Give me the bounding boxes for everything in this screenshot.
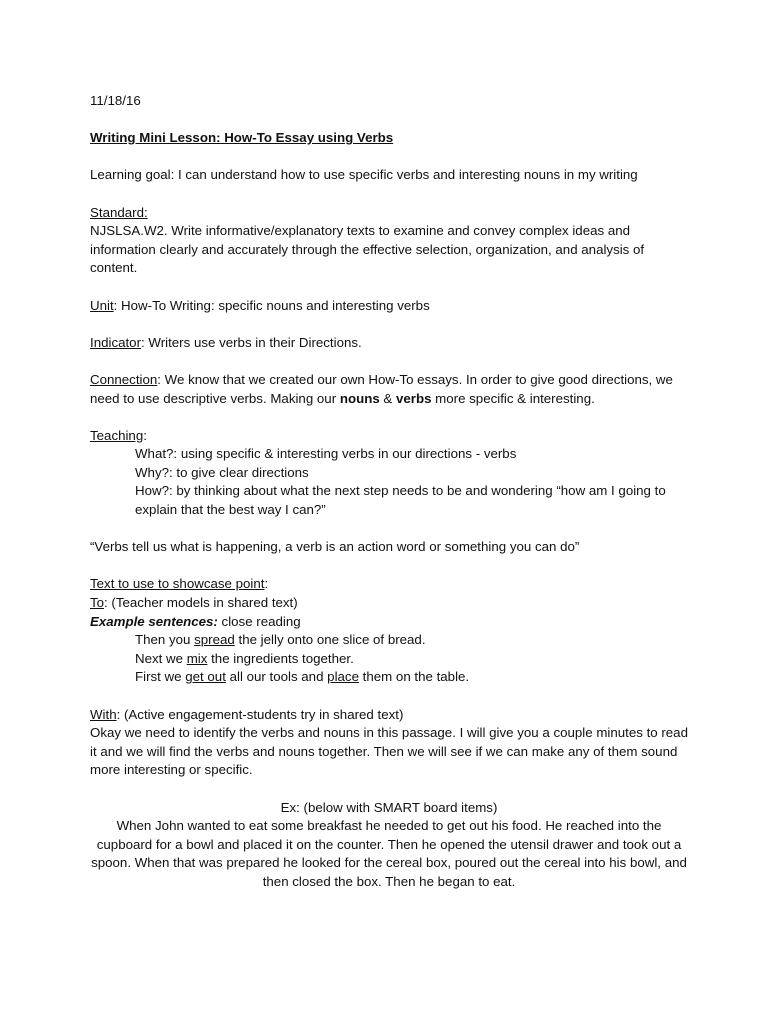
teaching-how: How?: by thinking about what the next step needs to be and wondering “how am I going to explain that the best way I can?” [135, 483, 666, 518]
to-line [90, 594, 688, 613]
teaching-colon: : [143, 427, 147, 443]
to-label: To [90, 595, 105, 611]
connection-amp: & [379, 390, 396, 406]
sentence-text: them on the table. [358, 669, 470, 685]
lesson-title: Writing Mini Lesson: How-To Essay using Verbs [90, 130, 394, 146]
standard-label: Standard: [90, 204, 148, 220]
sentence-text: Next we [135, 650, 187, 666]
example-line [90, 613, 688, 632]
with-text: : (Active engagement-students try in shared text) [116, 706, 404, 722]
indicator-label: Indicator [90, 334, 141, 350]
showcase-label: Text to use to showcase point [90, 576, 265, 592]
connection-label: Connection [90, 371, 158, 387]
teaching-line [90, 427, 688, 446]
example-label: Example sentences: [90, 613, 218, 629]
unit-line [90, 297, 688, 316]
unit-label: Unit [90, 297, 114, 313]
with-line [90, 706, 688, 725]
teaching-why: Why?: to give clear directions [135, 464, 309, 480]
to-text: : (Teacher models in shared text) [104, 595, 298, 611]
connection-nouns: nouns [339, 390, 380, 406]
connection-paragraph [90, 371, 688, 408]
connection-text-a: : We know that we created our own How-To essays. In order to give good directions, we need to use descriptive verbs. Making our [90, 371, 673, 406]
connection-verbs: verbs [395, 390, 432, 406]
standard-text: NJSLSA.W2. Write informative/explanatory texts to examine and convey complex ideas and information clearly and accurately through the effective selection, organization, and analysis of content. [90, 223, 645, 276]
verb-get-out: get out [185, 669, 226, 685]
verb-mix: mix [186, 650, 208, 666]
sentence-text: all our tools and [225, 669, 328, 685]
teaching-label: Teaching [90, 427, 144, 443]
ex-passage: When John wanted to eat some breakfast he needed to get out his food. He reached into the cupboard for a bowl and placed it on the counter. Then he opened the utensil drawer and took out a spoon. When that was prepared he looked for the cereal box, poured out the cereal into his bowl, and then closed the box. Then he began to eat. [91, 818, 687, 889]
verb-place: place [327, 669, 359, 685]
unit-text: : How-To Writing: specific nouns and interesting verbs [113, 297, 430, 313]
example-sentence-1 [90, 631, 688, 650]
sentence-text: the jelly onto one slice of bread. [234, 632, 426, 648]
with-label: With [90, 706, 117, 722]
indicator-text: : Writers use verbs in their Directions. [141, 334, 362, 350]
ex-heading: Ex: (below with SMART board items) [280, 799, 498, 815]
showcase-line [90, 575, 688, 594]
verb-spread: spread [194, 632, 235, 648]
date: 11/18/16 [90, 93, 141, 108]
with-body: Okay we need to identify the verbs and nouns in this passage. I will give you a couple minutes to read it and we will find the verbs and nouns together. Then we will see if we can make any of them sound more interesting or specific. [90, 725, 688, 778]
sentence-text: First we [135, 669, 186, 685]
connection-text-b: more specific & interesting. [431, 390, 595, 406]
example-sentence-2 [90, 650, 688, 669]
sentence-text: the ingredients together. [207, 650, 354, 666]
indicator-line [90, 334, 688, 353]
teaching-what: What?: using specific & interesting verbs in our directions - verbs [135, 446, 517, 462]
learning-goal: Learning goal: I can understand how to use specific verbs and interesting nouns in my writing [90, 167, 638, 183]
verbs-quote: “Verbs tell us what is happening, a verb is an action word or something you can do” [90, 539, 580, 555]
example-sentence-3 [90, 668, 688, 687]
sentence-text: Then you [135, 632, 195, 648]
showcase-colon: : [264, 576, 269, 592]
example-text: close reading [217, 613, 301, 629]
